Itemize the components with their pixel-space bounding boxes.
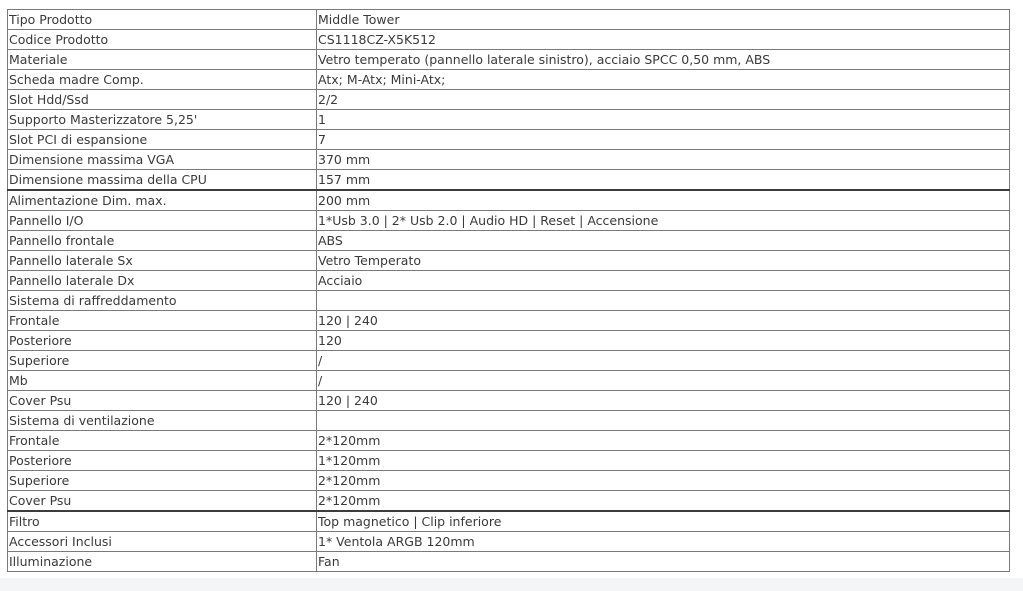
- spec-value: Top magnetico | Clip inferiore: [317, 511, 1010, 532]
- spec-value: [317, 291, 1010, 311]
- spec-value: 2*120mm: [317, 471, 1010, 491]
- spec-label: Slot PCI di espansione: [8, 130, 317, 150]
- spec-label: Dimensione massima della CPU: [8, 170, 317, 191]
- spec-table: [7, 9, 1010, 572]
- spec-value: Middle Tower: [317, 10, 1010, 30]
- table-row: [8, 251, 1010, 271]
- table-row: [8, 552, 1010, 572]
- spec-label: Pannello I/O: [8, 211, 317, 231]
- table-row: [8, 150, 1010, 170]
- table-row: [8, 371, 1010, 391]
- spec-value: 120 | 240: [317, 311, 1010, 331]
- spec-label: Pannello laterale Dx: [8, 271, 317, 291]
- table-row: [8, 50, 1010, 70]
- spec-value: Acciaio: [317, 271, 1010, 291]
- table-row: [8, 431, 1010, 451]
- spec-value: /: [317, 351, 1010, 371]
- table-row: [8, 491, 1010, 512]
- spec-value: 2/2: [317, 90, 1010, 110]
- table-row: [8, 70, 1010, 90]
- spec-label: Dimensione massima VGA: [8, 150, 317, 170]
- table-row: [8, 211, 1010, 231]
- spec-label: Codice Prodotto: [8, 30, 317, 50]
- spec-table-body: [8, 10, 1010, 572]
- section-header-row: [8, 291, 1010, 311]
- spec-value: 2*120mm: [317, 431, 1010, 451]
- spec-value: 370 mm: [317, 150, 1010, 170]
- spec-label: Frontale: [8, 311, 317, 331]
- spec-label: Accessori Inclusi: [8, 532, 317, 552]
- table-row: [8, 331, 1010, 351]
- spec-label: Superiore: [8, 351, 317, 371]
- spec-label: Cover Psu: [8, 391, 317, 411]
- spec-label: Posteriore: [8, 331, 317, 351]
- table-row: [8, 110, 1010, 130]
- spec-value: 7: [317, 130, 1010, 150]
- table-row: [8, 311, 1010, 331]
- table-row: [8, 30, 1010, 50]
- spec-value: 1*Usb 3.0 | 2* Usb 2.0 | Audio HD | Reset | Accensione: [317, 211, 1010, 231]
- spec-label: Materiale: [8, 50, 317, 70]
- spec-value: 157 mm: [317, 170, 1010, 191]
- table-row: [8, 271, 1010, 291]
- table-row: [8, 90, 1010, 110]
- spec-value: Atx; M-Atx; Mini-Atx;: [317, 70, 1010, 90]
- spec-label: Tipo Prodotto: [8, 10, 317, 30]
- spec-value: ABS: [317, 231, 1010, 251]
- spec-label: Pannello laterale Sx: [8, 251, 317, 271]
- spec-value: /: [317, 371, 1010, 391]
- table-row: [8, 170, 1010, 191]
- spec-value: 2*120mm: [317, 491, 1010, 512]
- spec-value: 120: [317, 331, 1010, 351]
- table-row: [8, 532, 1010, 552]
- table-row: [8, 511, 1010, 532]
- spec-label: Cover Psu: [8, 491, 317, 512]
- spec-label: Slot Hdd/Ssd: [8, 90, 317, 110]
- spec-value: 1*120mm: [317, 451, 1010, 471]
- table-row: [8, 391, 1010, 411]
- section-heading: Sistema di raffreddamento: [8, 291, 317, 311]
- table-row: [8, 471, 1010, 491]
- table-row: [8, 130, 1010, 150]
- spec-label: Alimentazione Dim. max.: [8, 190, 317, 211]
- spec-value: Vetro Temperato: [317, 251, 1010, 271]
- spec-value: 120 | 240: [317, 391, 1010, 411]
- section-heading: Sistema di ventilazione: [8, 411, 317, 431]
- spec-label: Supporto Masterizzatore 5,25': [8, 110, 317, 130]
- spec-label: Illuminazione: [8, 552, 317, 572]
- spec-label: Pannello frontale: [8, 231, 317, 251]
- spec-value: Fan: [317, 552, 1010, 572]
- table-row: [8, 190, 1010, 211]
- page-bottom-strip: [0, 578, 1023, 591]
- spec-value: CS1118CZ-X5K512: [317, 30, 1010, 50]
- spec-value: 1* Ventola ARGB 120mm: [317, 532, 1010, 552]
- spec-value: [317, 411, 1010, 431]
- spec-label: Superiore: [8, 471, 317, 491]
- table-row: [8, 231, 1010, 251]
- spec-value: 1: [317, 110, 1010, 130]
- table-row: [8, 10, 1010, 30]
- spec-label: Filtro: [8, 511, 317, 532]
- spec-label: Frontale: [8, 431, 317, 451]
- table-row: [8, 351, 1010, 371]
- spec-label: Mb: [8, 371, 317, 391]
- spec-value: 200 mm: [317, 190, 1010, 211]
- table-row: [8, 451, 1010, 471]
- spec-value: Vetro temperato (pannello laterale sinistro), acciaio SPCC 0,50 mm, ABS: [317, 50, 1010, 70]
- spec-label: Posteriore: [8, 451, 317, 471]
- spec-label: Scheda madre Comp.: [8, 70, 317, 90]
- section-header-row: [8, 411, 1010, 431]
